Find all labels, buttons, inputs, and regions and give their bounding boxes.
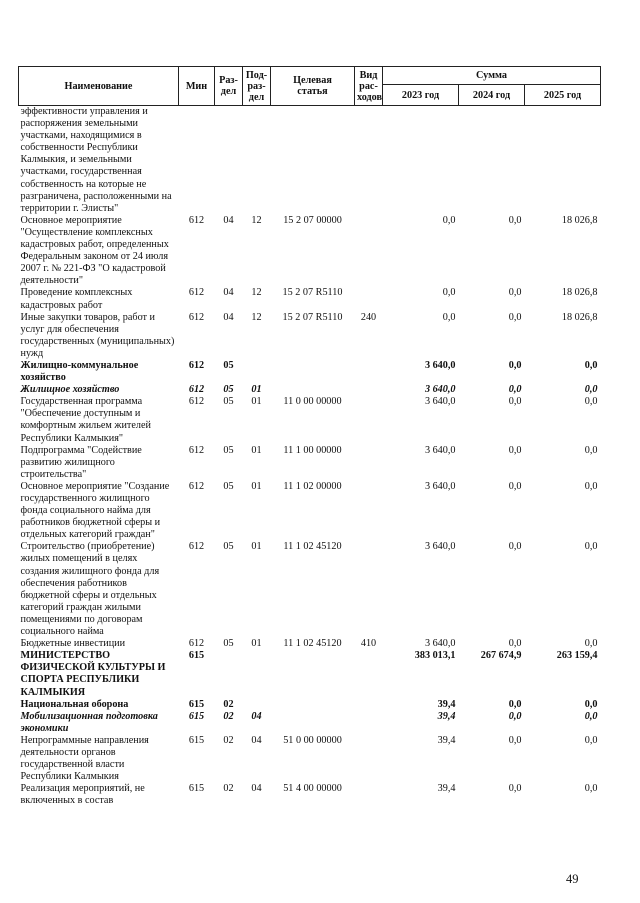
table-row (19, 638, 601, 650)
row-sum-2023: 39,4 (437, 783, 456, 795)
row-target: 15 2 07 00000 (283, 214, 342, 226)
table-body (19, 106, 601, 808)
row-sum-2025: 18 026,8 (561, 214, 598, 226)
row-podrazdel: 01 (251, 384, 262, 396)
row-sum-2023: 0,0 (442, 287, 456, 299)
row-razdel: 04 (223, 287, 234, 299)
row-target: 51 4 00 00000 (283, 783, 342, 795)
header-2025: 2025 год (525, 85, 601, 106)
row-min: 612 (188, 287, 205, 299)
row-min: 612 (188, 396, 205, 408)
row-vid (355, 783, 383, 807)
row-podrazdel: 12 (251, 287, 262, 299)
row-name: Реализация мероприятий, не включенных в состав (20, 783, 145, 807)
row-sum-2024: 0,0 (508, 396, 522, 408)
row-target: 11 1 02 00000 (283, 480, 342, 492)
row-min: 615 (188, 783, 205, 795)
row-target (271, 699, 355, 711)
row-sum-2025: 0,0 (584, 541, 598, 553)
row-name: Жилищное хозяйство (20, 384, 120, 396)
row-vid (355, 699, 383, 711)
table-row (19, 650, 601, 698)
row-vid (355, 650, 383, 698)
row-sum-2023: 3 640,0 (424, 541, 456, 553)
row-name: Иные закупки товаров, работ и услуг для обеспечения государственных (муниципальных) нужд (20, 311, 175, 359)
row-podrazdel (243, 699, 271, 711)
row-name: Мобилизационная подготовка экономики (20, 710, 158, 734)
row-name: Непрограммные направления деятельности органов государственной власти Республики Калмыкия (20, 734, 149, 783)
header-2023: 2023 год (383, 85, 459, 106)
table-row (19, 699, 601, 711)
row-podrazdel: 01 (251, 444, 262, 456)
row-sum-2025: 0,0 (584, 734, 598, 746)
row-sum-2024: 0,0 (508, 480, 522, 492)
row-razdel: 02 (223, 710, 234, 722)
row-min: 615 (188, 734, 205, 746)
row-name: МИНИСТЕРСТВО ФИЗИЧЕСКОЙ КУЛЬТУРЫ И СПОРТА РЕСПУБЛИКИ КАЛМЫКИЯ (20, 650, 166, 698)
header-2024: 2024 год (459, 85, 525, 106)
row-target: 15 2 07 R5110 (282, 311, 343, 323)
table-row (19, 481, 601, 541)
row-vid (355, 106, 383, 215)
row-min: 612 (188, 541, 205, 553)
header-name: Наименование (19, 67, 179, 106)
row-name: Государственная программа "Обеспечение доступным и комфортным жильем жителей Республики Калмыкия" (20, 396, 151, 444)
table-row (19, 445, 601, 481)
row-razdel: 02 (223, 734, 234, 746)
row-sum-2023: 39,4 (437, 734, 456, 746)
header-target: Целевая статья (271, 67, 355, 106)
row-min: 612 (188, 444, 205, 456)
table-row (19, 711, 601, 735)
row-sum-2025: 0,0 (584, 698, 598, 710)
row-target (271, 650, 355, 698)
row-podrazdel (243, 106, 271, 215)
row-sum-2024: 0,0 (508, 444, 522, 456)
row-sum-2023 (383, 106, 459, 215)
table-row (19, 384, 601, 396)
row-sum-2023: 383 013,1 (414, 650, 456, 662)
row-sum-2023: 0,0 (442, 214, 456, 226)
row-name: эффективности управления и распоряжения земельными участками, находящимися в собственности Республики Калмыкия, и земельными участками, государственная собственность на которые не разграничена, расположенными на территории г. Элисты" (20, 106, 172, 214)
row-sum-2024: 0,0 (508, 287, 522, 299)
row-sum-2025: 0,0 (584, 480, 598, 492)
row-vid (355, 445, 383, 481)
row-min: 612 (188, 214, 205, 226)
row-sum-2023: 3 640,0 (424, 638, 456, 650)
row-min: 615 (188, 710, 205, 722)
page-number: 49 (566, 872, 579, 886)
table-row (19, 287, 601, 311)
row-vid: 240 (360, 311, 377, 323)
row-sum-2024: 0,0 (508, 698, 522, 710)
row-podrazdel: 04 (251, 734, 262, 746)
row-sum-2025: 263 159,4 (556, 650, 598, 662)
row-podrazdel: 12 (251, 214, 262, 226)
row-target (271, 384, 355, 396)
row-min (179, 106, 215, 215)
row-target (271, 360, 355, 384)
row-sum-2024: 0,0 (508, 384, 522, 396)
row-target: 11 1 02 45120 (283, 541, 342, 553)
row-razdel: 05 (223, 638, 234, 650)
row-razdel: 05 (223, 541, 234, 553)
row-podrazdel: 01 (251, 541, 262, 553)
table-row (19, 106, 601, 215)
row-name: Жилищно-коммунальное хозяйство (20, 359, 139, 384)
header-vid: Вид рас- ходов (355, 67, 383, 106)
row-vid (355, 384, 383, 396)
row-sum-2023: 39,4 (437, 698, 456, 710)
table-row (19, 783, 601, 807)
row-sum-2023: 3 640,0 (424, 359, 456, 371)
row-target (271, 106, 355, 215)
row-target: 51 0 00 00000 (283, 734, 342, 746)
row-name: Бюджетные инвестиции (20, 638, 126, 650)
row-sum-2023: 3 640,0 (424, 384, 456, 396)
row-min: 612 (188, 638, 205, 650)
row-sum-2024: 0,0 (508, 214, 522, 226)
header-podrazdel: Под- раз- дел (243, 67, 271, 106)
row-min: 615 (188, 698, 205, 710)
row-razdel: 04 (223, 214, 234, 226)
table-row (19, 215, 601, 288)
table-row (19, 396, 601, 444)
row-vid (355, 360, 383, 384)
row-vid (355, 215, 383, 288)
row-razdel (215, 106, 243, 215)
row-sum-2025: 0,0 (584, 359, 598, 371)
row-podrazdel (243, 650, 271, 698)
row-name: Строительство (приобретение) жилых помещений в целях создания жилищного фонда для обеспечения работников бюджетной сферы и отдельных категорий граждан жилыми помещениями по договорам социального найма (20, 541, 160, 638)
row-target: 11 1 00 00000 (283, 444, 342, 456)
row-sum-2025: 0,0 (584, 638, 598, 650)
row-vid (355, 481, 383, 541)
row-sum-2024: 0,0 (508, 359, 522, 371)
row-target (271, 711, 355, 735)
row-razdel: 02 (223, 698, 234, 710)
table-row (19, 360, 601, 384)
row-name: Основное мероприятие "Осуществление комплексных кадастровых работ, определенных Федеральным законом от 24 июля 2007 г. № 221-ФЗ "О кадастровой деятельности" (20, 214, 169, 287)
row-sum-2025: 18 026,8 (561, 287, 598, 299)
header-summa: Сумма (383, 67, 601, 85)
row-target: 15 2 07 R5110 (282, 287, 343, 299)
row-razdel: 05 (223, 384, 234, 396)
row-name: Подпрограмма "Содействие развитию жилищного строительства" (20, 444, 142, 480)
row-sum-2023: 0,0 (442, 311, 456, 323)
row-sum-2024: 0,0 (508, 783, 522, 795)
row-razdel: 05 (223, 444, 234, 456)
budget-table (18, 66, 601, 807)
row-podrazdel: 01 (251, 638, 262, 650)
row-razdel: 05 (223, 396, 234, 408)
table-row (19, 541, 601, 638)
row-vid (355, 396, 383, 444)
row-podrazdel: 01 (251, 396, 262, 408)
row-name: Основное мероприятие "Создание государственного жилищного фонда социального найма для работников бюджетной сферы и отдельных категорий граждан" (20, 480, 170, 541)
row-sum-2023: 3 640,0 (424, 444, 456, 456)
row-sum-2025: 18 026,8 (561, 311, 598, 323)
row-sum-2025: 0,0 (584, 396, 598, 408)
row-podrazdel: 01 (251, 480, 262, 492)
row-sum-2023: 3 640,0 (424, 396, 456, 408)
row-razdel: 05 (223, 359, 234, 371)
row-sum-2024: 0,0 (508, 734, 522, 746)
row-podrazdel: 12 (251, 311, 262, 323)
row-vid (355, 735, 383, 783)
row-podrazdel (243, 360, 271, 384)
row-sum-2024: 0,0 (508, 541, 522, 553)
row-podrazdel: 04 (251, 783, 262, 795)
row-sum-2025 (525, 106, 601, 215)
row-name: Проведение комплексных кадастровых работ (20, 287, 133, 311)
row-sum-2024: 0,0 (508, 710, 522, 722)
row-vid (355, 541, 383, 638)
row-min: 612 (188, 359, 205, 371)
row-name: Национальная оборона (20, 698, 129, 710)
row-sum-2024: 267 674,9 (480, 650, 522, 662)
row-sum-2023: 3 640,0 (424, 480, 456, 492)
row-razdel: 02 (223, 783, 234, 795)
row-vid (355, 287, 383, 311)
table-row (19, 312, 601, 360)
row-sum-2025: 0,0 (584, 384, 598, 396)
row-sum-2023: 39,4 (437, 710, 456, 722)
header-razdel: Раз- дел (215, 67, 243, 106)
row-min: 612 (188, 311, 205, 323)
row-vid (355, 711, 383, 735)
row-sum-2025: 0,0 (584, 710, 598, 722)
header-min: Мин (179, 67, 215, 106)
row-podrazdel: 04 (251, 710, 262, 722)
row-min: 612 (188, 384, 205, 396)
row-vid: 410 (360, 638, 377, 650)
row-sum-2024: 0,0 (508, 311, 522, 323)
row-sum-2025: 0,0 (584, 783, 598, 795)
row-razdel (215, 650, 243, 698)
table-row (19, 735, 601, 783)
row-sum-2024: 0,0 (508, 638, 522, 650)
row-target: 11 1 02 45120 (283, 638, 342, 650)
row-min: 612 (188, 480, 205, 492)
row-target: 11 0 00 00000 (283, 396, 342, 408)
row-razdel: 05 (223, 480, 234, 492)
row-min: 615 (188, 650, 205, 662)
row-razdel: 04 (223, 311, 234, 323)
table-header (19, 67, 601, 106)
row-sum-2024 (459, 106, 525, 215)
row-sum-2025: 0,0 (584, 444, 598, 456)
